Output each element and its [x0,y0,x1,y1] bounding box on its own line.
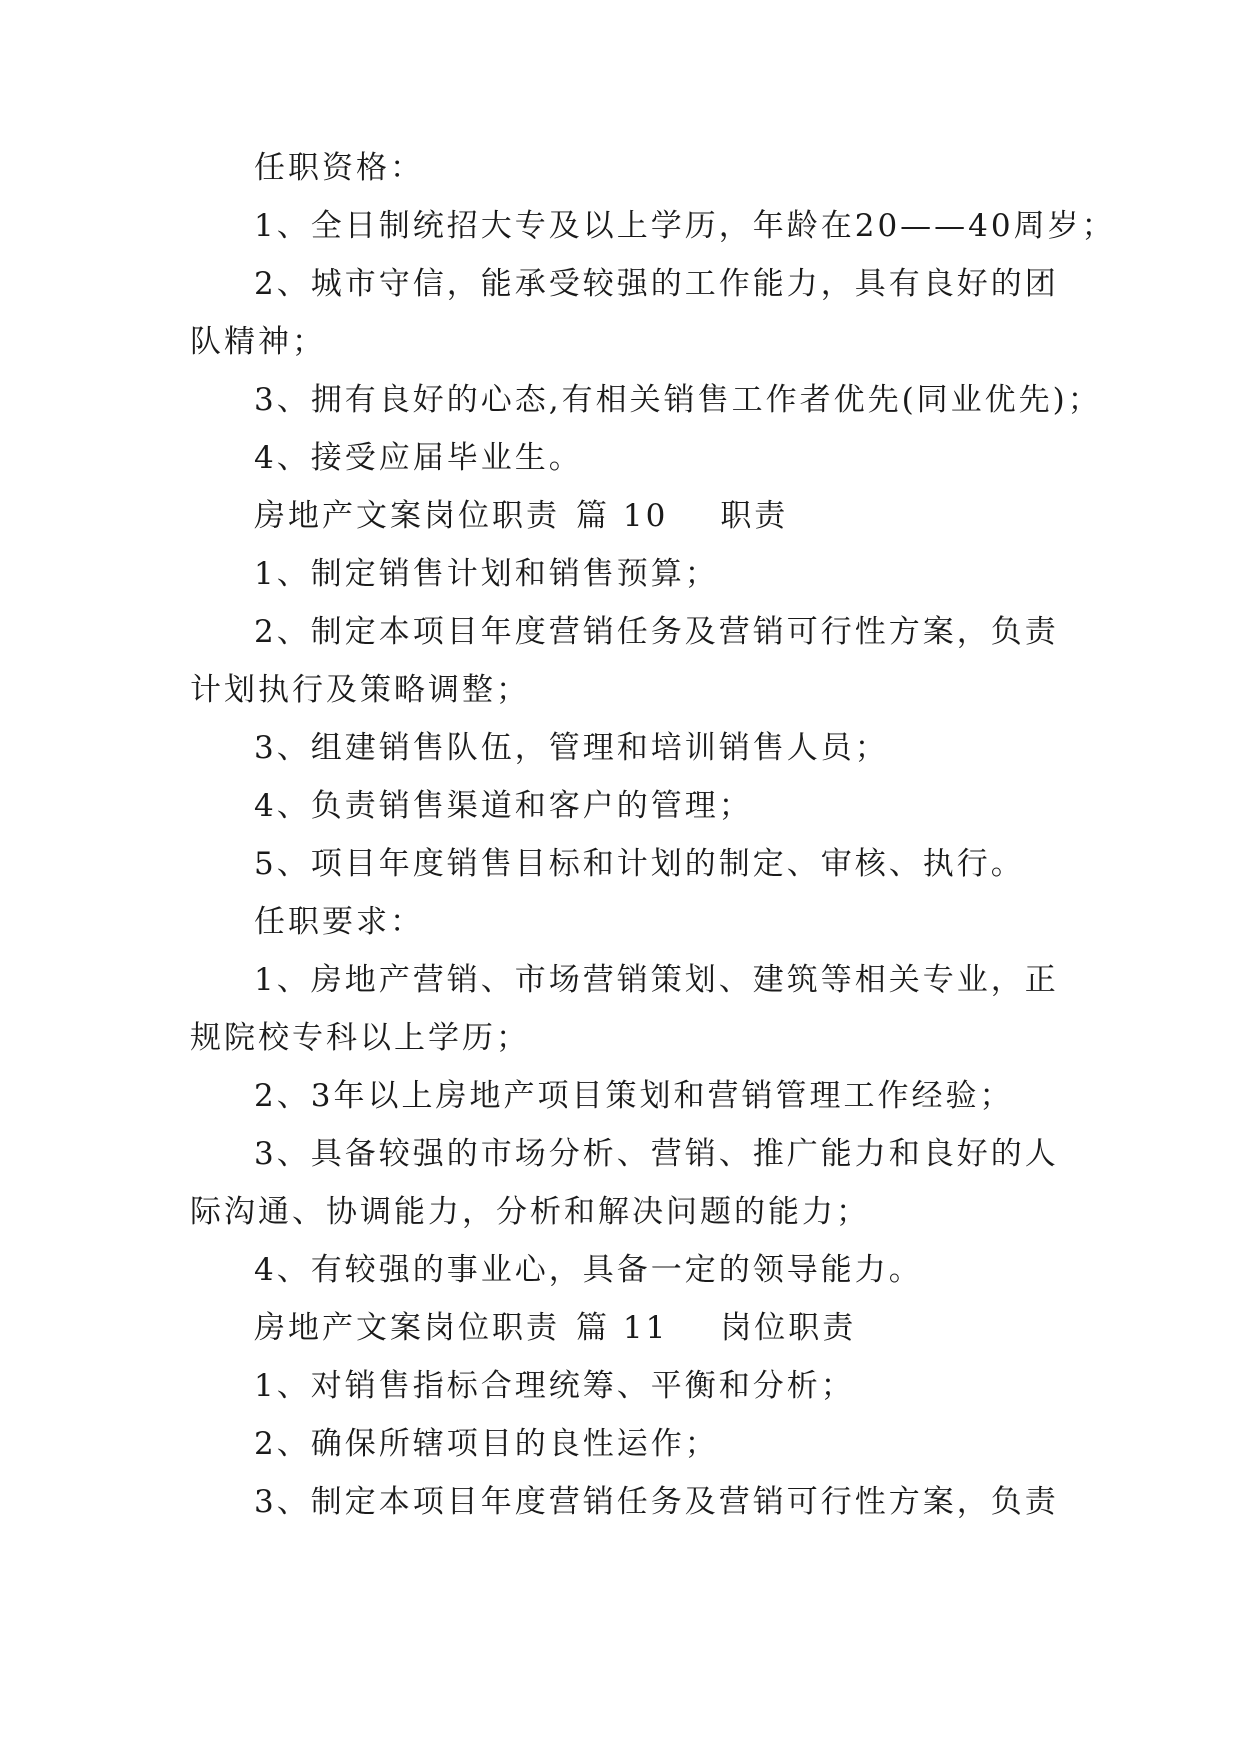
paragraph-line: 队精神； [190,324,326,360]
paragraph-line: 3、拥有良好的心态,有相关销售工作者优先(同业优先)； [254,382,1102,418]
paragraph-line: 2、制定本项目年度营销任务及营销可行性方案，负责 [254,614,1059,650]
paragraph-line: 规院校专科以上学历； [190,1020,530,1056]
paragraph-line: 2、确保所辖项目的良性运作； [254,1426,719,1462]
paragraph-line: 1、房地产营销、市场营销策划、建筑等相关专业，正 [254,962,1059,998]
paragraph-line: 3、具备较强的市场分析、营销、推广能力和良好的人 [254,1136,1059,1172]
paragraph-line: 际沟通、协调能力，分析和解决问题的能力； [190,1194,870,1230]
paragraph-line: 5、项目年度销售目标和计划的制定、审核、执行。 [254,846,1025,882]
section-heading-title: 房地产文案岗位职责 [254,498,560,534]
paragraph-line: 4、有较强的事业心，具备一定的领导能力。 [254,1252,923,1288]
section-heading-part: 篇 11 [576,1310,669,1346]
section-heading [254,1308,1050,1348]
paragraph-line: 计划执行及策略调整； [190,672,530,708]
paragraph-line: 3、制定本项目年度营销任务及营销可行性方案，负责 [254,1484,1059,1520]
section-heading-title: 房地产文案岗位职责 [254,1310,560,1346]
section-heading-part: 篇 10 [576,498,669,534]
section-heading-sub: 职责 [720,498,789,534]
paragraph-line: 任职资格： [254,150,424,186]
paragraph-line: 1、对销售指标合理统筹、平衡和分析； [254,1368,855,1404]
paragraph-line: 3、组建销售队伍，管理和培训销售人员； [254,730,889,766]
paragraph-line: 1、全日制统招大专及以上学历，年龄在20——40周岁； [254,208,1116,244]
paragraph-line: 4、负责销售渠道和客户的管理； [254,788,753,824]
paragraph-line: 2、3年以上房地产项目策划和营销管理工作经验； [254,1078,1014,1114]
paragraph-line: 2、城市守信，能承受较强的工作能力，具有良好的团 [254,266,1059,302]
paragraph-line: 4、接受应届毕业生。 [254,440,583,476]
paragraph-line: 1、制定销售计划和销售预算； [254,556,719,592]
section-heading-sub: 岗位职责 [720,1310,857,1346]
section-heading [254,496,1050,536]
paragraph-line: 任职要求： [254,904,424,940]
